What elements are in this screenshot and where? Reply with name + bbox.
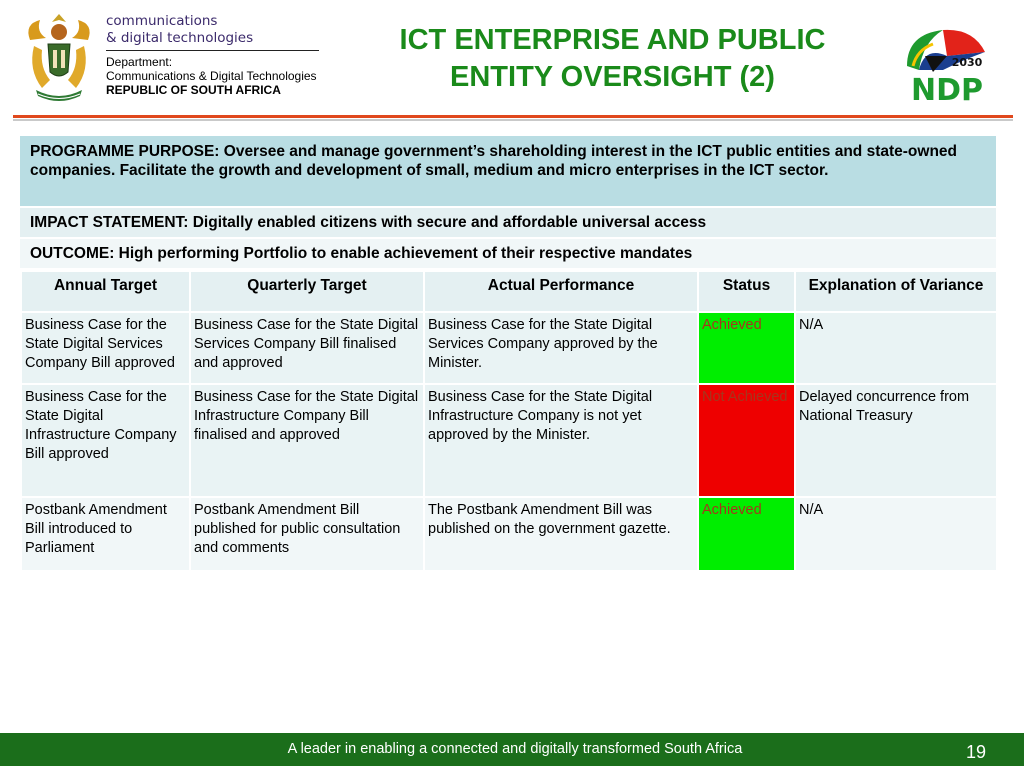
explanation-cell: N/A [795,312,997,384]
table-row [21,384,997,497]
dept-label: Department: [106,55,173,69]
header-quarterly-target: Quarterly Target [190,271,424,312]
oversight-panel [20,136,996,572]
header-accent-rule [13,115,1013,118]
page-number: 19 [965,742,986,762]
annual-target-cell: Business Case for the State Digital Services Company Bill approved [21,312,190,384]
coat-of-arms-logo [20,10,98,106]
header-annual-target: Annual Target [21,271,190,312]
department-block [106,13,320,97]
quarterly-target-cell: Business Case for the State Digital Services Company Bill finalised and approved [190,312,424,384]
quarterly-target-cell: Postbank Amendment Bill published for public consultation and comments [190,497,424,571]
status-badge: Achieved [698,312,795,384]
slide-title-line-2: ENTITY OVERSIGHT (2) [450,61,775,93]
header-grey-rule [13,119,1013,121]
explanation-cell: N/A [795,497,997,571]
quarterly-target-cell: Business Case for the State Digital Infrastructure Company Bill finalised and approved [190,384,424,497]
annual-target-cell: Business Case for the State Digital Infrastructure Company Bill approved [21,384,190,497]
slide-title [340,22,885,96]
table-header-row [21,271,997,312]
status-badge: Achieved [698,497,795,571]
slide-header [0,0,1024,118]
programme-purpose: PROGRAMME PURPOSE: Oversee and manage government’s shareholding interest in the ICT public entities and state-owned companies. Facilitate the growth and development of small, medium and micro enterprises in the ICT sector. [20,136,996,208]
header-status: Status [698,271,795,312]
slide-footer [0,733,1024,766]
ndp-text: NDP [911,73,983,106]
actual-performance-cell: The Postbank Amendment Bill was published on the government gazette. [424,497,698,571]
status-badge: Not Achieved [698,384,795,497]
dept-brand-line-2: & digital technologies [106,30,254,46]
ndp-year-text: 2030 [951,56,983,69]
actual-performance-cell: Business Case for the State Digital Services Company approved by the Minister. [424,312,698,384]
impact-statement: IMPACT STATEMENT: Digitally enabled citizens with secure and affordable universal access [20,208,996,239]
outcome-statement: OUTCOME: High performing Portfolio to enable achievement of their respective mandates [20,239,996,270]
header-actual-performance: Actual Performance [424,271,698,312]
dept-country: REPUBLIC OF SOUTH AFRICA [106,83,281,97]
table-row [21,497,997,571]
header-explanation-of-variance: Explanation of Variance [795,271,997,312]
performance-table [20,270,998,572]
dept-brand-line-1: communications [106,13,218,29]
dept-divider [106,50,319,51]
footer-tagline: A leader in enabling a connected and digitally transformed South Africa [287,741,743,757]
table-row [21,312,997,384]
ndp-2030-logo [903,26,989,106]
actual-performance-cell: Business Case for the State Digital Infrastructure Company is not yet approved by the Minister. [424,384,698,497]
annual-target-cell: Postbank Amendment Bill introduced to Parliament [21,497,190,571]
explanation-cell: Delayed concurrence from National Treasury [795,384,997,497]
slide-title-line-1: ICT ENTERPRISE AND PUBLIC [399,24,826,56]
dept-name: Communications & Digital Technologies [106,69,317,83]
